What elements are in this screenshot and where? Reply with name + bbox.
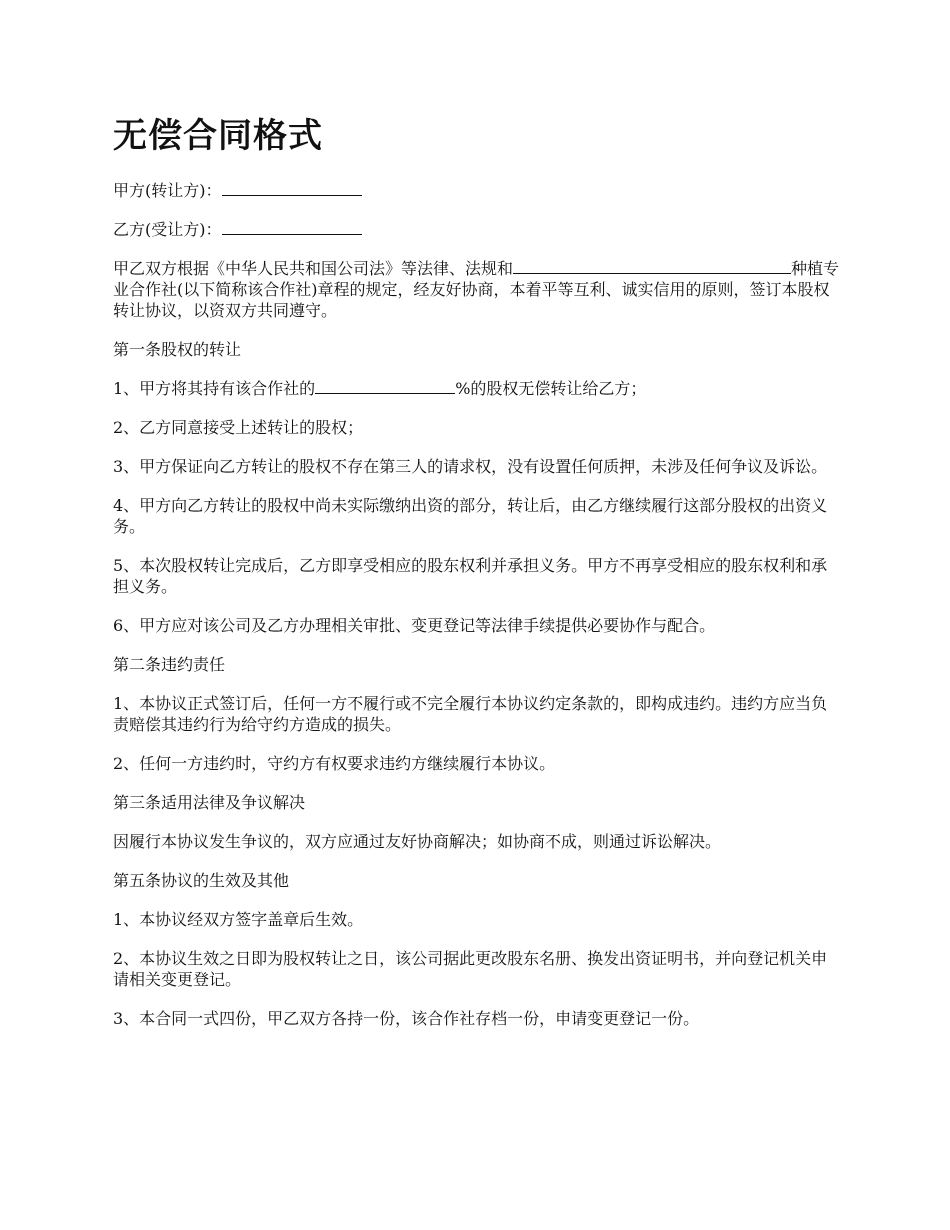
article-2-item-2: 2、任何一方违约时，守约方有权要求违约方继续履行本协议。 bbox=[113, 754, 556, 773]
party-b-label: 乙方(受让方)： bbox=[113, 220, 222, 239]
party-b-blank bbox=[222, 219, 362, 235]
intro-text-start: 甲乙双方根据《中华人民共和国公司法》等法律、法规和 bbox=[113, 259, 514, 278]
party-a-blank bbox=[222, 180, 362, 196]
article-2-heading: 第二条违约责任 bbox=[113, 655, 226, 674]
article-1-item-1 bbox=[113, 378, 840, 399]
article-3-text: 因履行本协议发生争议的，双方应通过友好协商解决；如协商不成，则通过诉讼解决。 bbox=[113, 832, 722, 851]
article-1-item-2: 2、乙方同意接受上述转让的股权； bbox=[113, 418, 364, 437]
article-1-item-6: 6、甲方应对该公司及乙方办理相关审批、变更登记等法律手续提供必要协作与配合。 bbox=[113, 616, 716, 635]
article-5-heading: 第五条协议的生效及其他 bbox=[113, 871, 290, 890]
article-5-item-3: 3、本合同一式四份，甲乙双方各持一份，该合作社存档一份，申请变更登记一份。 bbox=[113, 1009, 700, 1028]
document-page bbox=[113, 112, 840, 1047]
document-title: 无偿合同格式 bbox=[113, 116, 323, 156]
party-b-line bbox=[113, 219, 840, 240]
share-percent-blank bbox=[315, 378, 455, 394]
party-a-line bbox=[113, 180, 840, 201]
party-a-label: 甲方(转让方)： bbox=[113, 181, 222, 200]
cooperative-name-blank bbox=[513, 258, 775, 274]
article-2-item-1: 1、本协议正式签订后，任何一方不履行或不完全履行本协议约定条款的，即构成违约。违约方应当负责赔偿其违约行为给守约方造成的损失。 bbox=[113, 694, 828, 734]
article-1-item-4: 4、甲方向乙方转让的股权中尚未实际缴纳出资的部分，转让后，由乙方继续履行这部分股权的出资义务。 bbox=[113, 496, 828, 536]
article-3-heading: 第三条适用法律及争议解决 bbox=[113, 793, 306, 812]
article-1-heading: 第一条股权的转让 bbox=[113, 340, 242, 359]
article-5-item-2: 2、本协议生效之日即为股权转让之日，该公司据此更改股东名册、换发出资证明书，并向登记机关申请相关变更登记。 bbox=[113, 949, 828, 989]
article-1-item-3: 3、甲方保证向乙方转让的股权不存在第三人的请求权，没有设置任何质押，未涉及任何争议及诉讼。 bbox=[113, 457, 828, 476]
intro-paragraph bbox=[113, 258, 840, 321]
article-1-item-1-start: 1、甲方将其持有该合作社的 bbox=[113, 379, 316, 398]
article-1-item-5: 5、本次股权转让完成后，乙方即享受相应的股东权利并承担义务。甲方不再享受相应的股东权利和承担义务。 bbox=[113, 556, 828, 596]
cooperative-name-blank-cont bbox=[775, 258, 791, 274]
article-1-item-1-end: %的股权无偿转让给乙方； bbox=[455, 379, 647, 398]
article-5-item-1: 1、本协议经双方签字盖章后生效。 bbox=[113, 910, 364, 929]
intro-text-end: 种植专业合作社(以下简称该合作社)章程的规定，经友好协商，本着平等互利、诚实信用的原则，签订本股权转让协议，以资双方共同遵守。 bbox=[113, 259, 840, 320]
